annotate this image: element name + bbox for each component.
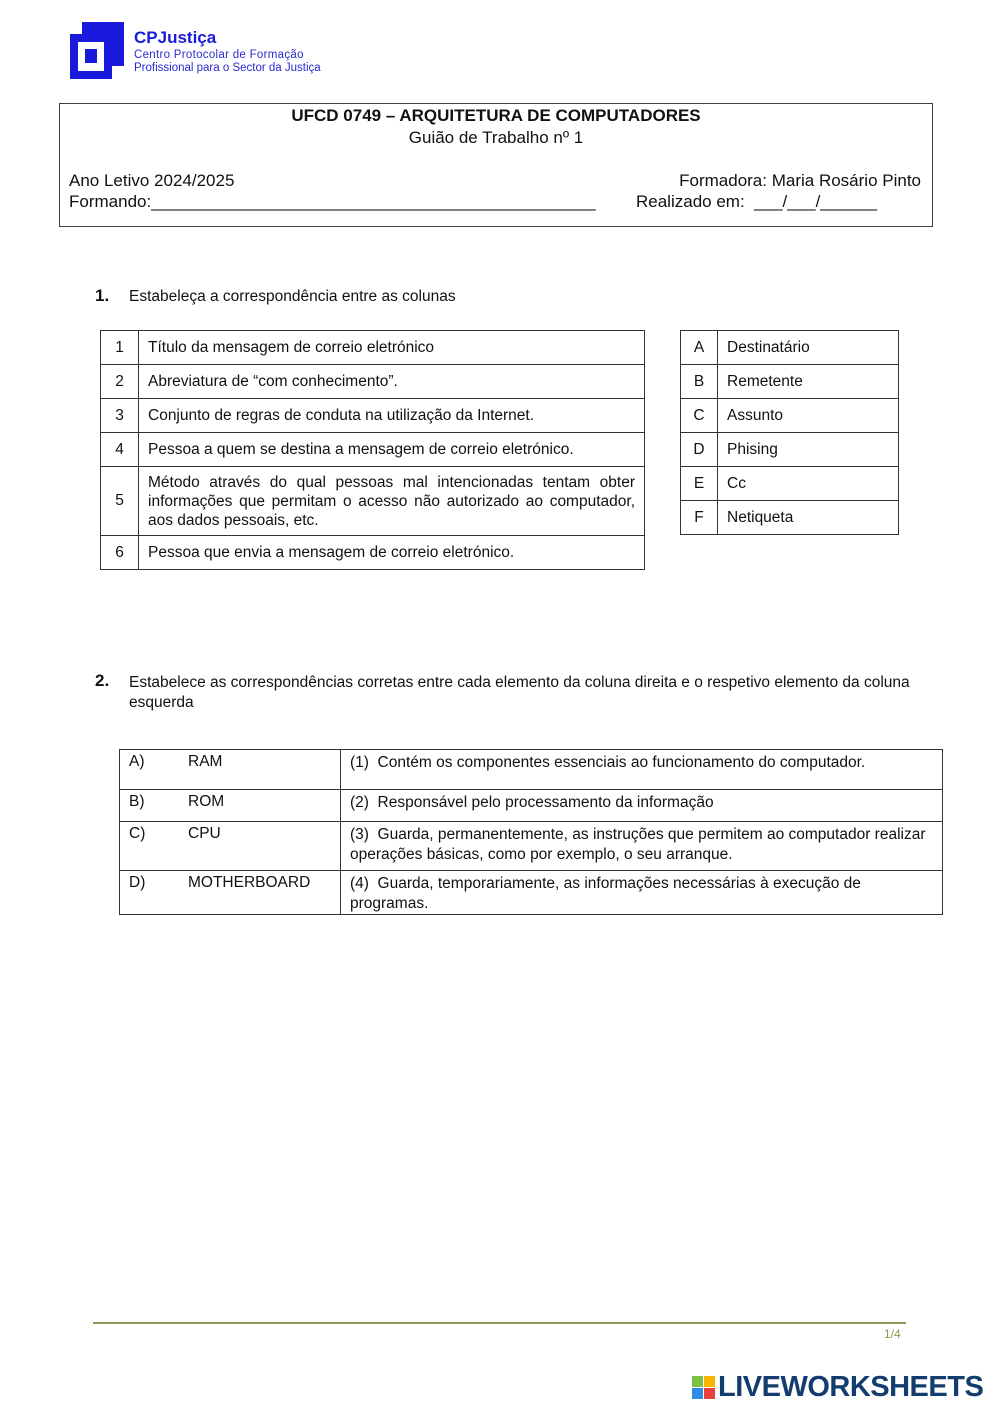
option-text: Destinatário xyxy=(718,331,899,365)
description: (3) Guarda, permanentemente, as instruções que permitem ao computador realizar operações básicas, como por exemplo, o seu arranque. xyxy=(341,822,943,871)
component-name: CPU xyxy=(188,825,221,842)
row-letter: B) xyxy=(129,793,145,810)
student-field[interactable]: Formando:_______________________________________________ xyxy=(69,192,596,211)
table-row xyxy=(101,433,645,467)
page-number: 1/4 xyxy=(884,1327,901,1341)
table-row xyxy=(120,871,943,915)
item-number: 1 xyxy=(101,331,139,365)
watermark: LIVEWORKSHEETS xyxy=(718,1371,984,1403)
school-year: Ano Letivo 2024/2025 xyxy=(69,171,235,190)
component-name: ROM xyxy=(188,793,225,810)
doc-title: UFCD 0749 – ARQUITETURA DE COMPUTADORES xyxy=(291,106,701,125)
component xyxy=(120,790,341,822)
item-number: 2 xyxy=(101,365,139,399)
logo-name: CPJustiça xyxy=(134,28,217,47)
component xyxy=(120,822,341,871)
option-text: Remetente xyxy=(718,365,899,399)
item-text: Título da mensagem de correio eletrónico xyxy=(139,331,645,365)
table-row xyxy=(101,331,645,365)
item-text: Abreviatura de “com conhecimento”. xyxy=(139,365,645,399)
item-number: 3 xyxy=(101,399,139,433)
q2-number: 2. xyxy=(95,671,110,690)
table-row xyxy=(101,365,645,399)
table-row xyxy=(681,467,899,501)
table-row xyxy=(101,536,645,570)
option-letter: F xyxy=(681,501,718,535)
liveworksheets-logo-icon xyxy=(692,1376,715,1399)
item-text: Método através do qual pessoas mal intencionadas tentam obter informações que permitam o acesso não autorizado ao computador, aos dados pessoais, etc. xyxy=(139,467,645,536)
option-text: Assunto xyxy=(718,399,899,433)
description: (1) Contém os componentes essenciais ao funcionamento do computador. xyxy=(341,750,943,790)
option-letter: D xyxy=(681,433,718,467)
item-number: 6 xyxy=(101,536,139,570)
q1-right-table xyxy=(680,330,899,535)
date-field[interactable]: Realizado em: ___/___/______ xyxy=(636,192,878,211)
footer-rule xyxy=(93,1322,906,1324)
description: (4) Guarda, temporariamente, as informações necessárias à execução de programas. xyxy=(341,871,943,915)
item-number: 5 xyxy=(101,467,139,536)
table-row xyxy=(120,822,943,871)
row-letter: A) xyxy=(129,753,145,770)
table-row xyxy=(101,399,645,433)
option-text: Netiqueta xyxy=(718,501,899,535)
item-number: 4 xyxy=(101,433,139,467)
component xyxy=(120,871,341,915)
option-letter: B xyxy=(681,365,718,399)
q2-text: Estabelece as correspondências corretas entre cada elemento da coluna direita e o respetivo elemento da coluna esquerda xyxy=(129,674,910,711)
q2-table xyxy=(119,749,943,915)
component-name: RAM xyxy=(188,753,223,770)
option-letter: E xyxy=(681,467,718,501)
row-letter: D) xyxy=(129,874,146,891)
component-name: MOTHERBOARD xyxy=(188,874,311,891)
item-text: Pessoa a quem se destina a mensagem de correio eletrónico. xyxy=(139,433,645,467)
row-letter: C) xyxy=(129,825,146,842)
logo-line2: Profissional para o Sector da Justiça xyxy=(134,62,321,74)
table-row xyxy=(120,790,943,822)
table-row xyxy=(681,501,899,535)
table-row xyxy=(681,399,899,433)
item-text: Pessoa que envia a mensagem de correio eletrónico. xyxy=(139,536,645,570)
table-row xyxy=(681,331,899,365)
option-letter: A xyxy=(681,331,718,365)
table-row xyxy=(101,467,645,536)
q1-number: 1. xyxy=(95,286,110,305)
logo-line1: Centro Protocolar de Formação xyxy=(134,49,304,61)
q1-text: Estabeleça a correspondência entre as colunas xyxy=(129,288,456,305)
option-letter: C xyxy=(681,399,718,433)
option-text: Phising xyxy=(718,433,899,467)
trainer: Formadora: Maria Rosário Pinto xyxy=(679,171,921,190)
table-row xyxy=(681,433,899,467)
component xyxy=(120,750,341,790)
option-text: Cc xyxy=(718,467,899,501)
table-row xyxy=(120,750,943,790)
table-row xyxy=(681,365,899,399)
doc-subtitle: Guião de Trabalho nº 1 xyxy=(408,128,584,147)
item-text: Conjunto de regras de conduta na utilização da Internet. xyxy=(139,399,645,433)
q1-left-table xyxy=(100,330,645,570)
description: (2) Responsável pelo processamento da informação xyxy=(341,790,943,822)
cpjustica-logo-icon xyxy=(70,22,124,79)
